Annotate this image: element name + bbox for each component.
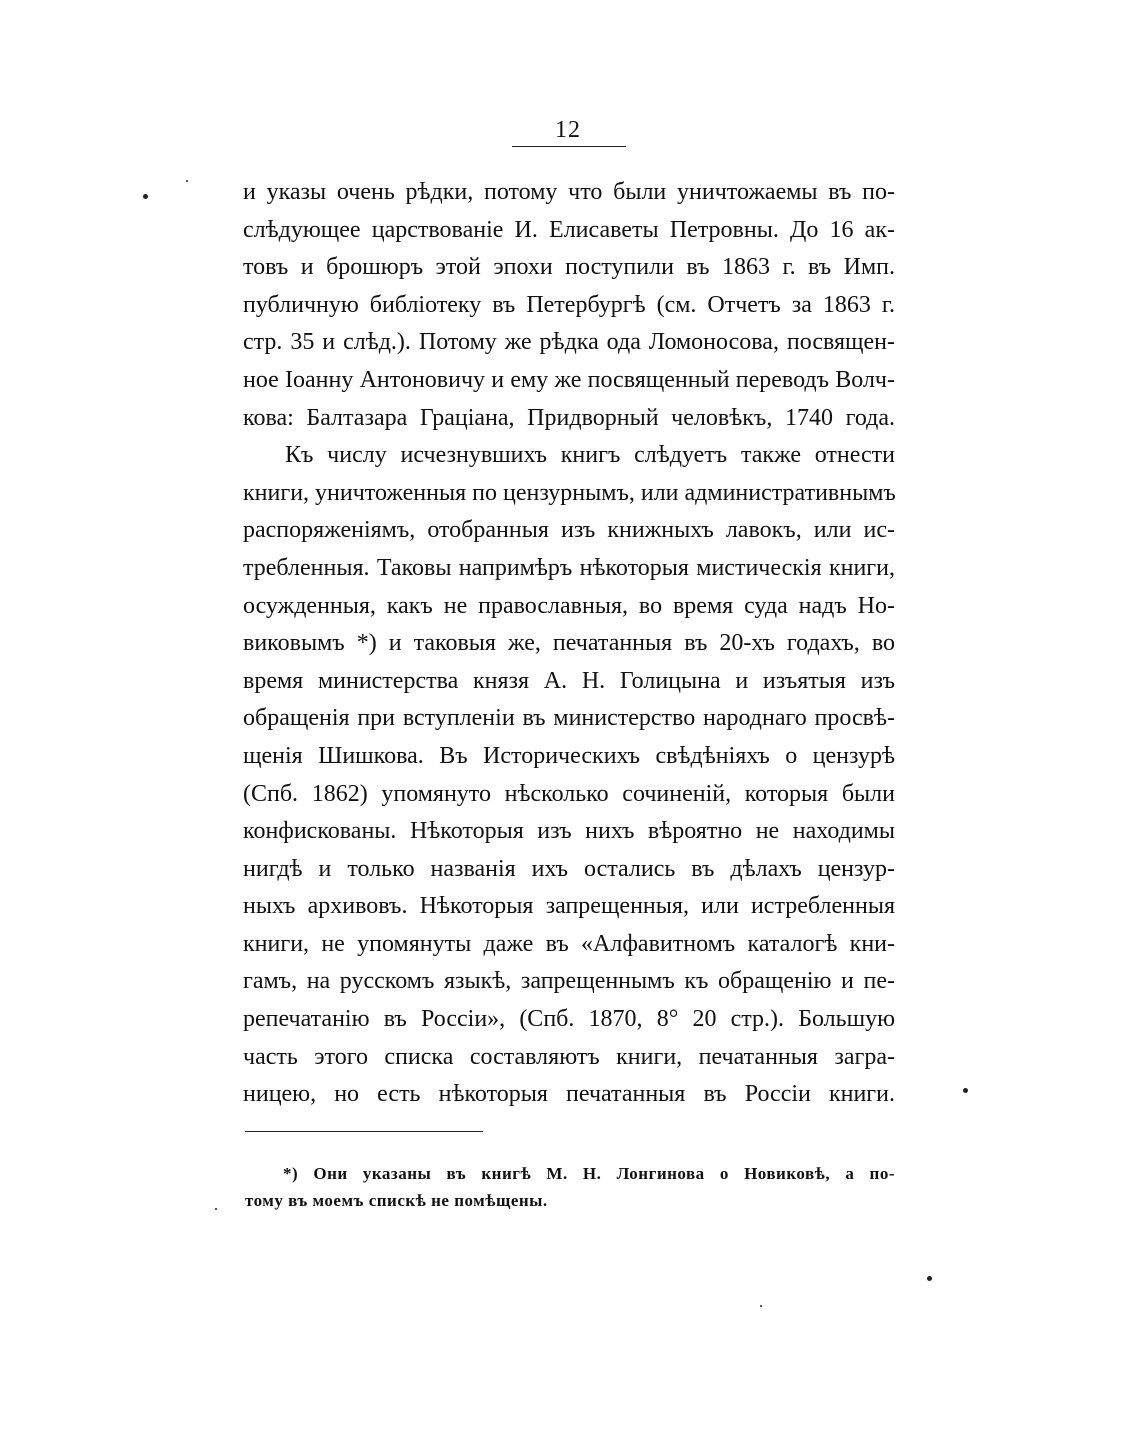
scan-speck <box>143 194 148 199</box>
footnote <box>245 1160 895 1214</box>
scan-speck <box>927 1276 932 1281</box>
body-line: ное Іоанну Антоновичу и ему же посвященный переводъ Волч- <box>243 366 895 393</box>
body-line: конфискованы. Нѣкоторыя изъ нихъ вѣроятно не находимы <box>243 818 895 845</box>
body-line: кова: Балтазара Граціана, Придворный человѣкъ, 1740 года. <box>243 404 895 431</box>
scan-speck <box>760 1305 762 1307</box>
scan-speck <box>215 1208 217 1210</box>
scan-speck <box>186 180 188 182</box>
body-line: требленныя. Таковы напримѣръ нѣкоторыя мистическія книги, <box>243 554 895 581</box>
body-line: виковымъ *) и таковыя же, печатанныя въ 20-хъ годахъ, во <box>243 630 895 657</box>
body-line: книги, не упомянуты даже въ «Алфавитномъ каталогѣ кни- <box>243 930 895 957</box>
body-line: книги, уничтоженныя по цензурнымъ, или административнымъ <box>243 479 896 506</box>
scan-speck <box>963 1088 968 1093</box>
page-number: 12 <box>555 117 581 143</box>
body-line: публичную библіотеку въ Петербургѣ (см. Отчетъ за 1863 г. <box>243 291 895 318</box>
body-line: репечатанію въ Россіи», (Спб. 1870, 8° 20 стр.). Большую <box>243 1006 895 1033</box>
body-line: (Спб. 1862) упомянуто нѣсколько сочиненій, которыя были <box>243 780 895 807</box>
body-line: ныхъ архивовъ. Нѣкоторыя запрещенныя, или истребленныя <box>243 893 895 920</box>
body-line: стр. 35 и слѣд.). Потому же рѣдка ода Ломоносова, посвящен- <box>243 329 895 356</box>
body-line: ницею, но есть нѣкоторыя печатанныя въ Россіи книги. <box>243 1081 895 1108</box>
body-line: товъ и брошюръ этой эпохи поступили въ 1863 г. въ Имп. <box>243 254 895 281</box>
body-line: время министерства князя А. Н. Голицына и изъятыя изъ <box>243 667 895 694</box>
body-line: нигдѣ и только названія ихъ остались въ дѣлахъ цензур- <box>243 855 895 882</box>
body-line: щенія Шишкова. Въ Историческихъ свѣдѣніяхъ о цензурѣ <box>243 742 895 769</box>
body-line: слѣдующее царствованіе И. Елисаветы Петровны. До 16 ак- <box>243 216 895 243</box>
body-text <box>243 174 895 1114</box>
body-line: обращенія при вступленіи въ министерство народнаго просвѣ- <box>243 705 895 732</box>
body-line: и указы очень рѣдки, потому что были уничтожаемы въ по- <box>243 179 895 205</box>
body-line: гамъ, на русскомъ языкѣ, запрещеннымъ къ обращенію и пе- <box>243 968 895 995</box>
footnote-line: *) Они указаны въ книгѣ М. Н. Лонгинова о Новиковѣ, а по- <box>283 1164 895 1183</box>
body-line: осужденныя, какъ не православныя, во время суда надъ Но- <box>243 592 895 619</box>
paragraph-start-line: Къ числу исчезнувшихъ книгъ слѣдуетъ также отнести <box>285 442 895 469</box>
header-rule <box>512 146 626 147</box>
body-line: часть этого списка составляютъ книги, печатанныя загра- <box>243 1043 895 1070</box>
footnote-line: тому въ моемъ спискѣ не помѣщены. <box>245 1191 548 1210</box>
footnote-rule <box>245 1131 483 1132</box>
body-line: распоряженіямъ, отобранныя изъ книжныхъ лавокъ, или ис- <box>243 517 895 544</box>
